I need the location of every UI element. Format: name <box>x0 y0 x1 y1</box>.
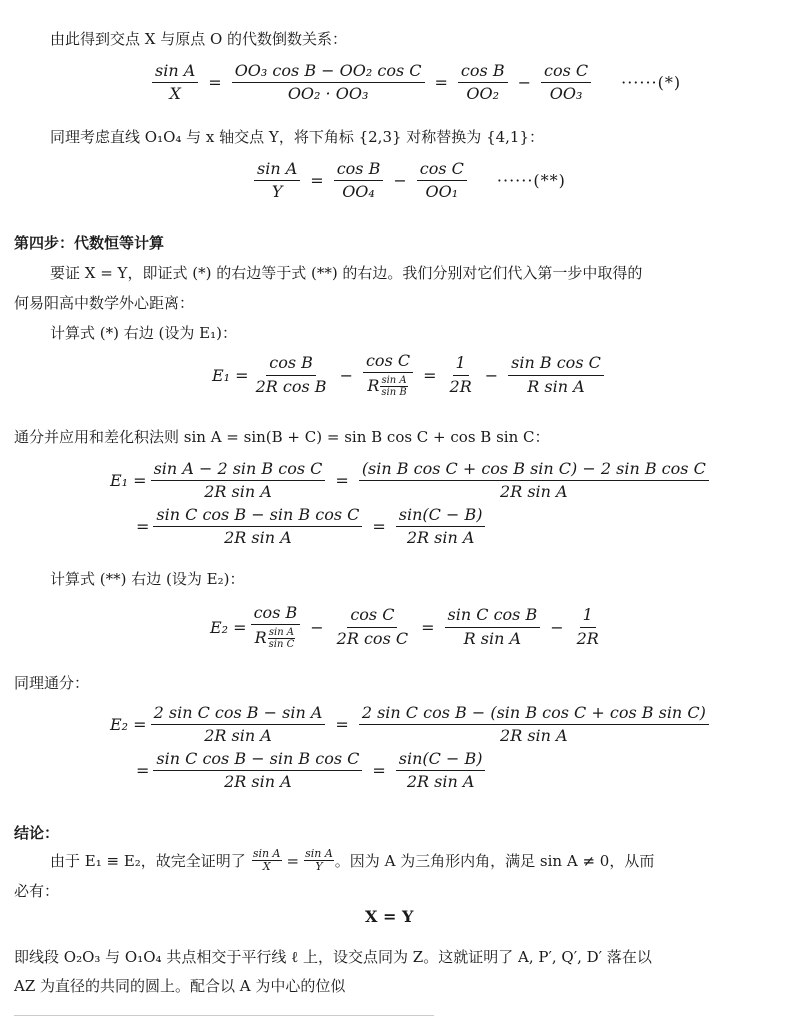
paragraph-compute-e2: 计算式 (**) 右边 (设为 E₂)： <box>50 570 245 588</box>
fraction: $\frac{\text{sin A}}{X}$ <box>152 62 198 104</box>
fraction: $\frac{\text{cos C}}{\text{OO₃}}$ <box>541 62 591 104</box>
equation-e1: E₁ = $\frac{\text{cos B}}{\text{2R cos B}}$ − cos C R $\frac{\text{sin A}}{\text{sin B}}$ = $\frac{1}{2R}$ − $\frac{\text{sin B cos C}}{\text{R sin A}}$ <box>212 352 608 398</box>
equation-e2-expansion-row1: E₂ = $\frac{\text{2 sin C cos B − sin A}}{\text{2R sin A}}$ = $\frac{\text{2 sin C cos B − (sin B cos C + cos B sin C)}}{\text{2R sin A}}$ <box>110 704 713 746</box>
paragraph-conclusion-line1: 由于 E₁ ≡ E₂，故完全证明了 $\frac{\text{sin A}}{X}$ = $\frac{\text{sin A}}{Y}$ 。因为 A 为三角形内角，满足 sin A ≠ 0，从而 <box>50 847 655 874</box>
equation-e1-expansion-row1: E₁ = $\frac{\text{sin A − 2 sin B cos C}}{\text{2R sin A}}$ = $\frac{\text{(sin B cos C + cos B sin C) − 2 sin B cos C}}{\text{2R sin A}}$ <box>110 460 713 502</box>
result-equation: X = Y <box>365 907 414 926</box>
paragraph-symmetry: 同理考虑直线 O₁O₄ 与 x 轴交点 Y，将下角标 {2,3} 对称替换为 {4,1}： <box>50 128 545 146</box>
equation-tag: ······(**) <box>496 171 566 191</box>
section-heading-step4: 第四步：代数恒等计算 <box>14 234 165 252</box>
paragraph-same-reasoning: 同理通分： <box>14 674 90 692</box>
section-heading-conclusion: 结论： <box>14 824 60 842</box>
paragraph-final-line2: AZ 为直径的共同的圆上。配合以 A 为中心的位似 <box>14 977 346 995</box>
fraction: $\frac{\text{cos B}}{\text{OO₂}}$ <box>458 62 508 104</box>
paragraph-final-line1: 即线段 O₂O₃ 与 O₁O₄ 共点相交于平行线 ℓ 上，设交点同为 Z。这就证明了 A, P′, Q′, D′ 落在以 <box>14 948 652 966</box>
equation-double-star: $\frac{\text{sin A}}{Y}$ = $\frac{\text{cos B}}{\text{OO₄}}$ − $\frac{\text{cos C}}{\text{OO₁}}$ ······(**) <box>250 160 566 202</box>
equation-e1-expansion-row2: = $\frac{\text{sin C cos B − sin B cos C}}{\text{2R sin A}}$ = $\frac{\sin(C - B)}{\text{2R sin A}}$ <box>136 506 489 548</box>
paragraph-goal-line2: 何易阳高中数学外心距离： <box>14 294 195 312</box>
text-fade-overlay <box>400 975 480 997</box>
bottom-divider <box>14 1015 434 1016</box>
paragraph-goal-line1: 要证 X = Y，即证式 (*) 的右边等于式 (**) 的右边。我们分别对它们代入第一步中取得的 <box>50 264 643 282</box>
equation-tag: ······(*) <box>621 73 682 93</box>
equation-e2: E₂ = cos B R $\frac{\text{sin A}}{\text{sin C}}$ − $\frac{\text{cos C}}{\text{2R cos C}}$ = $\frac{\text{sin C cos B}}{\text{R sin A}}$ − $\frac{1}{2R}$ <box>210 603 599 651</box>
paragraph-intro: 由此得到交点 X 与原点 O 的代数倒数关系： <box>50 30 348 48</box>
equation-star: $\frac{\text{sin A}}{X}$ = $\frac{\text{OO₃ cos B − OO₂ cos C}}{\text{OO₂ · OO₃}}$ = $\frac{\text{cos B}}{\text{OO₂}}$ − $\frac{\text{cos C}}{\text{OO₃}}$ ······(*) <box>148 62 681 104</box>
paragraph-conclusion-line2: 必有： <box>14 882 60 900</box>
equation-e2-expansion-row2: = $\frac{\text{sin C cos B − sin B cos C}}{\text{2R sin A}}$ = $\frac{\sin(C - B)}{\text{2R sin A}}$ <box>136 750 489 792</box>
fraction: $\frac{\text{OO₃ cos B − OO₂ cos C}}{\text{OO₂ · OO₃}}$ <box>232 62 425 104</box>
paragraph-common-denominator: 通分并应用和差化积法则 sin A = sin(B + C) = sin B cos C + cos B sin C： <box>14 428 550 446</box>
paragraph-compute-e1: 计算式 (*) 右边 (设为 E₁)： <box>50 324 237 342</box>
